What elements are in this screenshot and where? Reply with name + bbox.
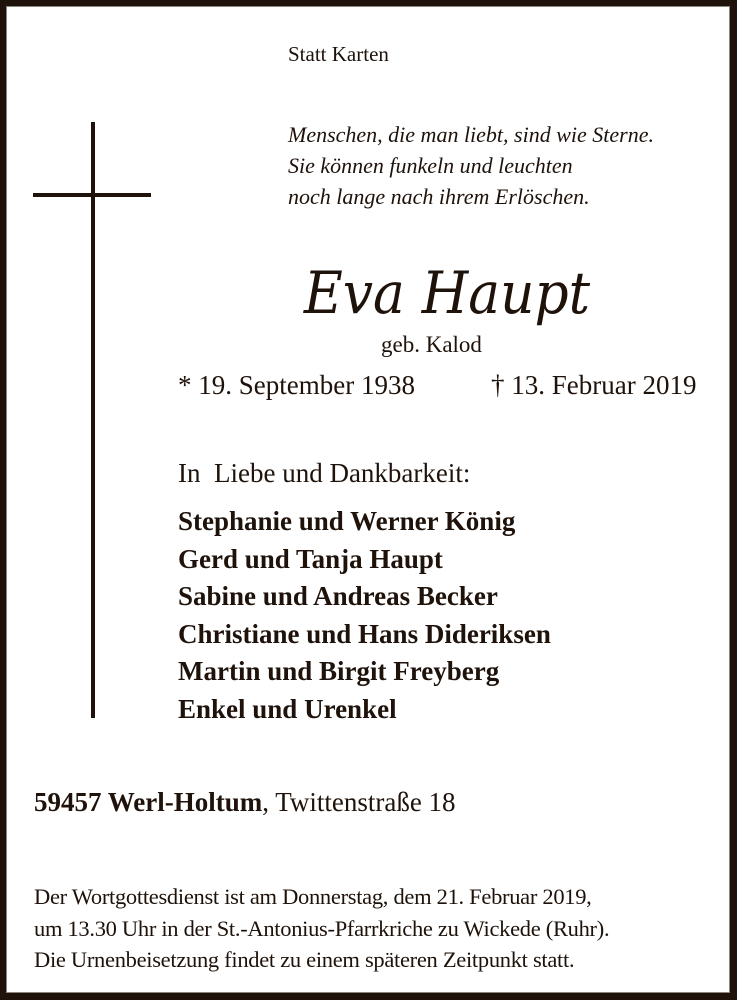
address-line	[34, 789, 456, 816]
quote-line: noch lange nach ihrem Erlöschen.	[288, 184, 590, 209]
deceased-name: Eva Haupt	[303, 259, 591, 327]
service-line: Der Wortgottesdienst ist am Donnerstag, dem 21. Februar 2019,	[34, 884, 592, 909]
cross-vertical-bar	[91, 122, 95, 718]
cross-horizontal-bar	[33, 193, 151, 197]
mourners-list	[178, 503, 551, 728]
mourner-entry: Stephanie und Werner König	[178, 506, 516, 536]
service-info	[34, 881, 609, 976]
quote-line: Menschen, die man liebt, sind wie Sterne.	[288, 122, 654, 147]
quote-line: Sie können funkeln und leuchten	[288, 153, 573, 178]
mourner-entry: Martin und Birgit Freyberg	[178, 656, 500, 686]
birth-name: geb. Kalod	[381, 332, 482, 357]
address-street: Twittenstraße 18	[275, 787, 456, 817]
birth-date: * 19. September 1938	[178, 370, 415, 400]
service-line: Die Urnenbeisetzung findet zu einem späteren Zeitpunkt statt.	[34, 947, 575, 972]
mourner-entry: Sabine und Andreas Becker	[178, 581, 498, 611]
address-separator: ,	[262, 787, 276, 817]
service-line: um 13.30 Uhr in der St.-Antonius-Pfarrkriche zu Wickede (Ruhr).	[34, 915, 610, 941]
memorial-quote	[288, 119, 654, 212]
header-statt-karten: Statt Karten	[288, 42, 389, 66]
thanks-intro: In Liebe und Dankbarkeit:	[178, 458, 471, 488]
mourner-entry: Christiane und Hans Dideriksen	[178, 618, 551, 649]
death-date: † 13. Februar 2019	[491, 370, 697, 400]
mourner-entry: Gerd und Tanja Haupt	[178, 543, 443, 574]
mourner-entry: Enkel und Urenkel	[178, 693, 397, 724]
address-city: 59457 Werl-Holtum	[34, 787, 263, 817]
